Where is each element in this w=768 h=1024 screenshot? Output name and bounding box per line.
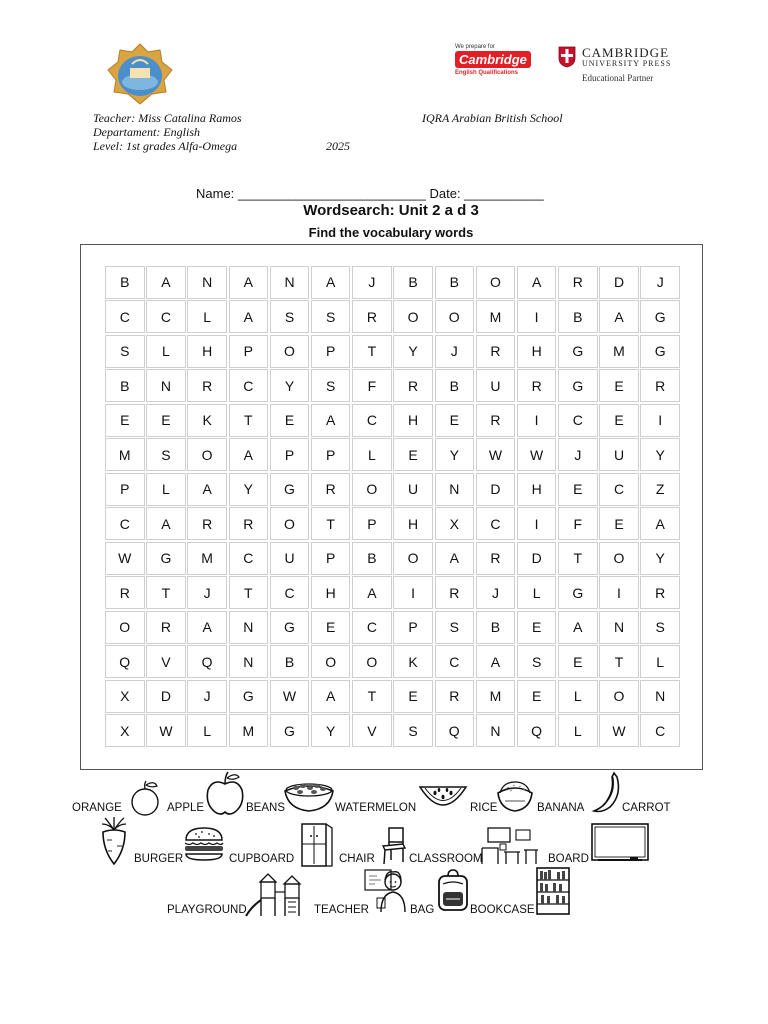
grid-cell: O — [105, 611, 145, 644]
grid-cell: L — [517, 576, 557, 609]
grid-cell: L — [146, 335, 186, 368]
grid-cell: C — [105, 300, 145, 333]
grid-cell: I — [517, 507, 557, 540]
vocab-carrot: CARROT — [622, 802, 671, 814]
bag-icon — [434, 868, 472, 919]
grid-cell: C — [270, 576, 310, 609]
grid-cell: B — [105, 266, 145, 299]
press-line-1: CAMBRIDGE — [582, 45, 670, 60]
grid-cell: B — [352, 542, 392, 575]
grid-cell: B — [476, 611, 516, 644]
grid-cell: I — [393, 576, 433, 609]
rice-bowl-icon — [495, 779, 535, 818]
grid-cell: L — [146, 473, 186, 506]
grid-cell: R — [435, 680, 475, 713]
grid-cell: G — [558, 576, 598, 609]
grid-cell: G — [640, 300, 680, 333]
vocab-board: BOARD — [548, 853, 589, 865]
grid-cell: C — [435, 645, 475, 678]
grid-cell: P — [311, 335, 351, 368]
grid-cell: W — [517, 438, 557, 471]
grid-cell: A — [558, 611, 598, 644]
vocab-burger: BURGER — [134, 853, 184, 865]
grid-cell: D — [517, 542, 557, 575]
grid-cell: O — [435, 300, 475, 333]
grid-cell: Y — [435, 438, 475, 471]
grid-cell: H — [393, 404, 433, 437]
grid-cell: R — [187, 369, 227, 402]
worksheet-title: Wordsearch: Unit 2 a d 3 — [303, 202, 479, 219]
cambridge-brand: Cambridge — [455, 51, 531, 68]
vocab-beans: BEANS — [246, 802, 285, 814]
grid-cell: E — [270, 404, 310, 437]
grid-cell: Z — [640, 473, 680, 506]
grid-cell: T — [311, 507, 351, 540]
grid-cell: T — [558, 542, 598, 575]
grid-cell: T — [352, 680, 392, 713]
cupboard-icon — [299, 822, 335, 873]
grid-cell: P — [270, 438, 310, 471]
grid-cell: P — [311, 438, 351, 471]
grid-cell: C — [640, 714, 680, 747]
grid-cell: H — [311, 576, 351, 609]
board-icon — [590, 822, 650, 869]
grid-cell: R — [435, 576, 475, 609]
school-logo — [104, 42, 176, 106]
grid-cell: A — [146, 266, 186, 299]
grid-cell: A — [311, 404, 351, 437]
grid-cell: E — [599, 404, 639, 437]
grid-cell: O — [270, 335, 310, 368]
grid-cell: C — [352, 404, 392, 437]
grid-cell: O — [352, 473, 392, 506]
vocab-classroom: CLASSROOM — [409, 853, 483, 865]
grid-cell: H — [393, 507, 433, 540]
grid-cell: J — [558, 438, 598, 471]
grid-cell: O — [311, 645, 351, 678]
grid-cell: S — [640, 611, 680, 644]
grid-cell: G — [146, 542, 186, 575]
grid-cell: R — [146, 611, 186, 644]
beans-bowl-icon — [282, 777, 336, 818]
grid-cell: J — [187, 680, 227, 713]
year-text: 2025 — [326, 139, 350, 153]
grid-cell: O — [599, 680, 639, 713]
grid-cell: R — [187, 507, 227, 540]
vocab-watermelon: WATERMELON — [335, 802, 417, 814]
vocab-banana: BANANA — [537, 802, 585, 814]
grid-cell: T — [352, 335, 392, 368]
carrot-icon — [97, 816, 131, 871]
grid-cell: D — [476, 473, 516, 506]
teacher-line: Teacher: Miss Catalina Ramos — [93, 111, 242, 125]
department-line: Departament: English — [93, 125, 200, 139]
cambridge-tagline: We prepare for — [455, 44, 495, 50]
grid-cell: J — [187, 576, 227, 609]
grid-cell: E — [558, 473, 598, 506]
grid-cell: W — [270, 680, 310, 713]
grid-cell: M — [187, 542, 227, 575]
grid-cell: P — [393, 611, 433, 644]
grid-cell: I — [517, 404, 557, 437]
teacher-icon — [363, 868, 409, 919]
chair-icon — [377, 826, 409, 871]
vocab-chair: CHAIR — [339, 853, 375, 865]
grid-cell: C — [105, 507, 145, 540]
grid-cell: E — [517, 611, 557, 644]
orange-icon — [126, 778, 164, 823]
grid-cell: R — [311, 473, 351, 506]
grid-cell: O — [270, 507, 310, 540]
grid-cell: E — [146, 404, 186, 437]
grid-cell: A — [517, 266, 557, 299]
grid-cell: C — [229, 369, 269, 402]
grid-cell: X — [435, 507, 475, 540]
grid-cell: B — [270, 645, 310, 678]
grid-cell: I — [599, 576, 639, 609]
level-line: Level: 1st grades Alfa-Omega — [93, 139, 238, 153]
grid-cell: P — [311, 542, 351, 575]
grid-cell: R — [517, 369, 557, 402]
grid-cell: P — [105, 473, 145, 506]
grid-cell: M — [105, 438, 145, 471]
grid-cell: E — [517, 680, 557, 713]
grid-cell: B — [435, 369, 475, 402]
grid-cell: J — [435, 335, 475, 368]
grid-cell: L — [558, 680, 598, 713]
grid-cell: N — [476, 714, 516, 747]
grid-cell: U — [270, 542, 310, 575]
playground-icon — [244, 872, 308, 923]
grid-cell: C — [146, 300, 186, 333]
grid-cell: U — [393, 473, 433, 506]
grid-cell: O — [599, 542, 639, 575]
banana-icon — [590, 771, 624, 820]
grid-cell: A — [311, 266, 351, 299]
grid-cell: T — [599, 645, 639, 678]
grid-cell: L — [187, 714, 227, 747]
grid-cell: B — [558, 300, 598, 333]
grid-cell: R — [352, 300, 392, 333]
grid-cell: R — [229, 507, 269, 540]
grid-cell: Q — [105, 645, 145, 678]
grid-cell: G — [640, 335, 680, 368]
vocab-orange: ORANGE — [72, 802, 122, 814]
grid-cell: G — [270, 714, 310, 747]
grid-cell: A — [187, 611, 227, 644]
grid-cell: D — [599, 266, 639, 299]
grid-cell: I — [640, 404, 680, 437]
grid-cell: P — [352, 507, 392, 540]
grid-cell: S — [435, 611, 475, 644]
grid-cell: S — [393, 714, 433, 747]
watermelon-icon — [418, 783, 468, 816]
grid-cell: Y — [393, 335, 433, 368]
grid-cell: A — [435, 542, 475, 575]
vocab-rice: RICE — [470, 802, 498, 814]
grid-cell: R — [476, 404, 516, 437]
grid-cell: C — [476, 507, 516, 540]
vocab-cupboard: CUPBOARD — [229, 853, 295, 865]
grid-cell: L — [640, 645, 680, 678]
grid-cell: R — [640, 576, 680, 609]
grid-cell: W — [105, 542, 145, 575]
grid-cell: F — [558, 507, 598, 540]
grid-cell: A — [476, 645, 516, 678]
cambridge-sub: English Qualifications — [455, 70, 519, 76]
grid-cell: J — [352, 266, 392, 299]
vocab-playground: PLAYGROUND — [167, 904, 247, 916]
grid-cell: S — [146, 438, 186, 471]
grid-cell: P — [229, 335, 269, 368]
grid-cell: A — [229, 300, 269, 333]
grid-cell: V — [352, 714, 392, 747]
grid-cell: A — [311, 680, 351, 713]
grid-cell: Y — [640, 542, 680, 575]
grid-cell: M — [476, 300, 516, 333]
press-line-3: Educational Partner — [582, 73, 654, 83]
grid-cell: B — [435, 266, 475, 299]
grid-cell: Y — [311, 714, 351, 747]
grid-cell: T — [229, 404, 269, 437]
grid-cell: M — [229, 714, 269, 747]
grid-cell: J — [476, 576, 516, 609]
grid-cell: M — [476, 680, 516, 713]
grid-cell: N — [640, 680, 680, 713]
grid-cell: R — [393, 369, 433, 402]
grid-cell: C — [229, 542, 269, 575]
grid-cell: L — [187, 300, 227, 333]
grid-cell: I — [517, 300, 557, 333]
grid-cell: C — [599, 473, 639, 506]
grid-cell: H — [517, 335, 557, 368]
grid-cell: M — [599, 335, 639, 368]
grid-cell: Q — [187, 645, 227, 678]
grid-cell: X — [105, 714, 145, 747]
grid-cell: A — [187, 473, 227, 506]
grid-cell: G — [270, 611, 310, 644]
grid-cell: R — [476, 542, 516, 575]
grid-cell: D — [146, 680, 186, 713]
burger-icon — [183, 826, 225, 867]
grid-cell: A — [599, 300, 639, 333]
grid-cell: E — [393, 680, 433, 713]
vocab-bag: BAG — [410, 904, 435, 916]
grid-cell: A — [229, 266, 269, 299]
grid-cell: N — [229, 611, 269, 644]
cambridge-press-logo — [582, 46, 671, 83]
grid-cell: R — [105, 576, 145, 609]
grid-cell: G — [558, 369, 598, 402]
grid-cell: S — [517, 645, 557, 678]
vocab-teacher: TEACHER — [314, 904, 369, 916]
grid-cell: S — [311, 369, 351, 402]
grid-cell: J — [640, 266, 680, 299]
grid-cell: Y — [640, 438, 680, 471]
grid-cell: U — [599, 438, 639, 471]
grid-cell: A — [229, 438, 269, 471]
grid-cell: W — [476, 438, 516, 471]
grid-cell: V — [146, 645, 186, 678]
grid-cell: G — [229, 680, 269, 713]
grid-cell: H — [517, 473, 557, 506]
grid-cell: Y — [270, 369, 310, 402]
grid-cell: X — [105, 680, 145, 713]
grid-cell: U — [476, 369, 516, 402]
grid-cell: N — [270, 266, 310, 299]
name-date-line: Name: __________________________ Date: ___________ — [196, 186, 544, 201]
grid-cell: E — [105, 404, 145, 437]
grid-cell: H — [187, 335, 227, 368]
grid-cell: S — [270, 300, 310, 333]
grid-cell: B — [393, 266, 433, 299]
classroom-icon — [480, 824, 542, 871]
wordsearch-grid — [105, 266, 680, 747]
grid-cell: E — [599, 507, 639, 540]
grid-cell: Q — [435, 714, 475, 747]
grid-cell: L — [352, 438, 392, 471]
grid-cell: A — [640, 507, 680, 540]
grid-cell: Q — [517, 714, 557, 747]
grid-cell: E — [435, 404, 475, 437]
grid-cell: O — [393, 542, 433, 575]
grid-cell: B — [105, 369, 145, 402]
grid-cell: G — [270, 473, 310, 506]
grid-cell: N — [187, 266, 227, 299]
grid-cell: G — [558, 335, 598, 368]
grid-cell: O — [352, 645, 392, 678]
cambridge-shield-icon — [558, 46, 576, 68]
grid-cell: K — [187, 404, 227, 437]
grid-cell: R — [558, 266, 598, 299]
grid-cell: T — [229, 576, 269, 609]
grid-cell: E — [558, 645, 598, 678]
grid-cell: E — [393, 438, 433, 471]
grid-cell: N — [146, 369, 186, 402]
school-name: IQRA Arabian British School — [422, 111, 563, 125]
grid-cell: T — [146, 576, 186, 609]
grid-cell: C — [558, 404, 598, 437]
grid-cell: W — [146, 714, 186, 747]
grid-cell: R — [476, 335, 516, 368]
grid-cell: O — [476, 266, 516, 299]
grid-cell: S — [105, 335, 145, 368]
grid-cell: F — [352, 369, 392, 402]
grid-cell: O — [393, 300, 433, 333]
grid-cell: E — [599, 369, 639, 402]
grid-cell: C — [352, 611, 392, 644]
grid-cell: S — [311, 300, 351, 333]
apple-icon — [203, 770, 247, 821]
grid-cell: L — [558, 714, 598, 747]
grid-cell: W — [599, 714, 639, 747]
grid-cell: O — [187, 438, 227, 471]
worksheet-subtitle: Find the vocabulary words — [308, 225, 474, 240]
grid-cell: K — [393, 645, 433, 678]
grid-cell: E — [311, 611, 351, 644]
vocab-apple: APPLE — [167, 802, 205, 814]
grid-cell: A — [352, 576, 392, 609]
cambridge-qualifications-logo — [455, 44, 531, 76]
vocab-bookcase: BOOKCASE — [470, 904, 535, 916]
grid-cell: R — [640, 369, 680, 402]
grid-cell: N — [435, 473, 475, 506]
grid-cell: N — [229, 645, 269, 678]
grid-cell: A — [146, 507, 186, 540]
press-line-2: UNIVERSITY PRESS — [582, 59, 672, 68]
grid-cell: Y — [229, 473, 269, 506]
bookcase-icon — [535, 866, 571, 921]
grid-cell: N — [599, 611, 639, 644]
